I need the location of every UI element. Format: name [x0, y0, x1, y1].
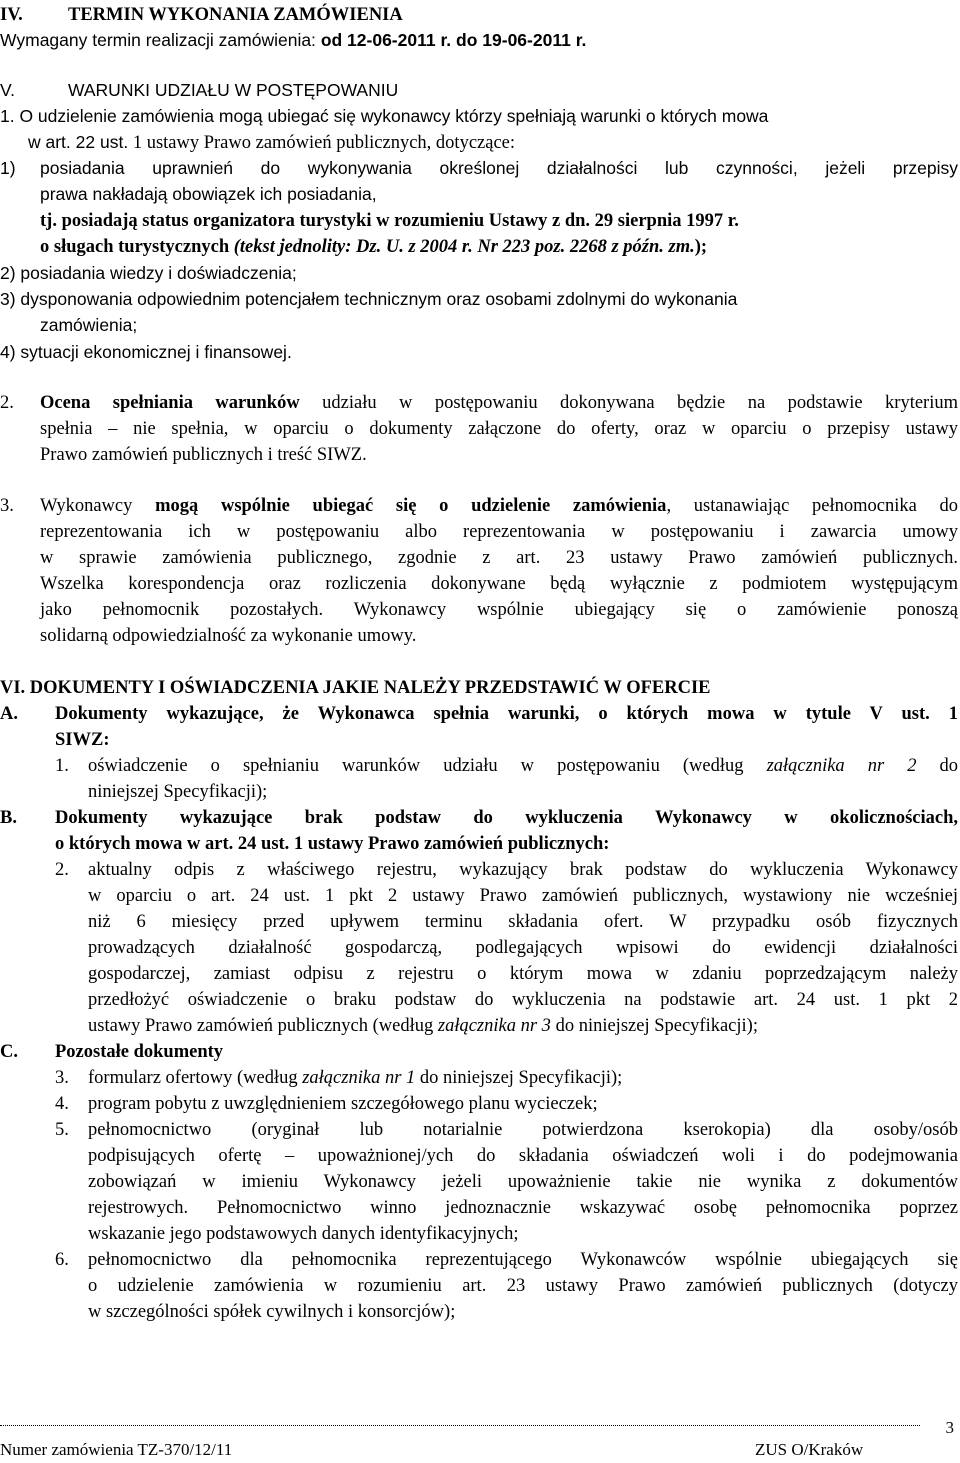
cond1-act-title: o sługach turystycznych [40, 237, 230, 257]
section-iv-number: IV. [0, 5, 23, 25]
v-p3-line-b: reprezentowania ich w postępowaniu albo reprezentowania w postępowaniu i zawarcia umowy [40, 522, 958, 542]
v-p1-line-a: 1. O udzielenie zamówienia mogą ubiegać się wykonawcy którzy spełniają warunki o których mowa [0, 106, 769, 126]
deadline-line [0, 27, 586, 53]
group-a-line-b: SIWZ: [55, 730, 110, 750]
item6-number: 6. [55, 1250, 69, 1270]
v-p1-line-b-end: 1 ustawy Prawo zamówień publicznych, dotyczące: [132, 133, 516, 153]
v-p3-number: 3. [0, 496, 14, 516]
item1-line-a [88, 753, 958, 779]
group-a-line-a: Dokumenty wykazujące, że Wykonawca spełnia warunki, o których mowa w tytule V ust. 1 [55, 704, 958, 724]
item5-line-e: wskazanie jego podstawowych danych identyfikacyjnych; [88, 1224, 519, 1244]
item2-line-g [88, 1013, 758, 1039]
v-p2-line-a [40, 390, 958, 416]
item2-line-a: aktualny odpis z właściwego rejestru, wykazujący brak podstaw do wykluczenia Wykonawcy [88, 860, 958, 880]
item2-line-e: gospodarczej, zamiast odpisu z rejestru o którym mowa w zdaniu poprzedzającym należy [88, 964, 958, 984]
item3-text: formularz ofertowy (według [88, 1068, 298, 1088]
v-p3-pre: Wykonawcy [40, 496, 133, 516]
cond4: 4) sytuacji ekonomicznej i finansowej. [0, 342, 292, 362]
v-p1-line-b [28, 129, 515, 156]
v-p3-line-d: Wszelka korespondencja oraz rozliczenia dokonywane będą wyłącznie z podmiotem występującym [40, 574, 958, 594]
item2-line-f: przedłożyć oświadczenie o braku podstaw do wykluczenia na podstawie art. 24 ust. 1 pkt 2 [88, 990, 958, 1010]
cond1-line-d [40, 234, 707, 260]
group-b-line-a: Dokumenty wykazujące brak podstaw do wykluczenia Wykonawcy w okolicznościach, [55, 808, 958, 828]
v-p3-bold: mogą wspólnie ubiegać się o udzielenie zamówienia [155, 496, 667, 516]
cond1-number: 1) [0, 158, 16, 178]
group-b-label: B. [0, 808, 17, 828]
footer-dotted-rule [0, 1425, 920, 1426]
section-iv-heading: TERMIN WYKONANIA ZAMÓWIENIA [68, 5, 403, 25]
item6-line-a: pełnomocnictwo dla pełnomocnika reprezentującego Wykonawców wspólnie ubiegających się [88, 1250, 958, 1270]
item2-number: 2. [55, 860, 69, 880]
item5-number: 5. [55, 1120, 69, 1140]
item4-number: 4. [55, 1094, 69, 1114]
v-p2-number: 2. [0, 393, 14, 413]
cond3-line-a: 3) dysponowania odpowiednim potencjałem technicznym oraz osobami zdolnymi do wykonania [0, 289, 738, 309]
item2-attachment: załącznika nr 3 [437, 1016, 551, 1036]
page-number: 3 [945, 1418, 954, 1437]
section-v-heading: WARUNKI UDZIAŁU W POSTĘPOWANIU [68, 80, 399, 100]
cond1-act-reference: (tekst jednolity: Dz. U. z 2004 r. Nr 223 poz. 2268 z późn. zm. [233, 237, 695, 257]
item4-line: program pobytu z uwzględnieniem szczegółowego planu wycieczek; [88, 1094, 598, 1114]
v-p2-line-c: Prawo zamówień publicznych i treść SIWZ. [40, 445, 367, 465]
v-p3-line-c: w sprawie zamówienia publicznego, zgodnie z art. 23 ustawy Prawo zamówień publicznych. [40, 548, 958, 568]
v-p3-line-a [40, 493, 958, 519]
v-p3-line-f: solidarną odpowiedzialność za wykonanie umowy. [40, 626, 417, 646]
cond1-line-b: prawa nakładają obowiązek ich posiadania, [40, 184, 377, 204]
v-p2-line-a-text: udziału w postępowaniu dokonywana będzie na podstawie kryterium [322, 393, 958, 413]
deadline-label: Wymagany termin realizacji zamówienia: [0, 30, 316, 50]
section-v-number: V. [0, 80, 15, 100]
cond2: 2) posiadania wiedzy i doświadczenia; [0, 263, 297, 283]
item3-number: 3. [55, 1068, 69, 1088]
item6-line-b: o udzielenie zamówienia w rozumieniu art. 23 ustawy Prawo zamówień publicznych (dotyczy [88, 1276, 958, 1296]
cond1-line-c: tj. posiadają status organizatora turystyki w rozumieniu Ustawy z dn. 29 sierpnia 1997 r. [40, 211, 739, 231]
cond1-act-end: ); [694, 237, 708, 257]
v-p3-line-e: jako pełnomocnik pozostałych. Wykonawcy wspólnie ubiegający się o zamówienie ponoszą [40, 600, 958, 620]
group-c-label: C. [0, 1042, 18, 1062]
item2-line-b: w oparciu o art. 24 ust. 1 pkt 2 ustawy Prawo zamówień publicznych, wystawiony nie wcześniej [88, 886, 958, 906]
footer-office: ZUS O/Kraków [755, 1440, 864, 1459]
item3-text-end: do niniejszej Specyfikacji); [419, 1068, 623, 1088]
item1-number: 1. [55, 756, 69, 776]
section-vi-heading: VI. DOKUMENTY I OŚWIADCZENIA JAKIE NALEŻY PRZEDSTAWIĆ W OFERCIE [0, 678, 711, 698]
item5-line-c: zobowiązań w imieniu Wykonawcy jeżeli upoważnienie takie nie wynika z dokumentów [88, 1172, 958, 1192]
item5-line-d: rejestrowych. Pełnomocnictwo winno jednoznacznie wskazywać osobę pełnomocnika poprzez [88, 1198, 958, 1218]
item1-text-end: do [939, 756, 958, 776]
item2-g-text-end: do niniejszej Specyfikacji); [555, 1016, 758, 1036]
v-p1-line-b-start: w art. 22 ust. [28, 132, 129, 152]
v-p3-line-a-text: , ustanawiając pełnomocnika do [666, 496, 959, 516]
v-p2-bold: Ocena spełniania warunków [40, 393, 300, 413]
group-b-line-b: o których mowa w art. 24 ust. 1 ustawy Prawo zamówień publicznych: [55, 834, 610, 854]
cond3-line-b: zamówienia; [40, 315, 138, 335]
item5-line-b: podpisujących ofertę – upoważnionej/ych do składania oświadczeń woli i do podejmowania [88, 1146, 958, 1166]
v-p2-line-b: spełnia – nie spełnia, w oparciu o dokumenty załączone do oferty, oraz w oparciu o przepisy ustawy [40, 419, 958, 439]
item6-line-c: w szczególności spółek cywilnych i konsorcjów); [88, 1302, 456, 1322]
item2-line-d: prowadzących działalność gospodarczą, podlegających wpisowi do ewidencji działalności [88, 938, 958, 958]
item3-line [88, 1065, 622, 1091]
footer-order-number: Numer zamówienia TZ-370/12/11 [0, 1440, 233, 1459]
item1-text: oświadczenie o spełnianiu warunków udziału w postępowaniu (według [88, 756, 744, 776]
item5-line-a: pełnomocnictwo (oryginał lub notarialnie potwierdzona kserokopia) dla osoby/osób [88, 1120, 958, 1140]
item3-attachment: załącznika nr 1 [302, 1068, 416, 1088]
item2-g-text: ustawy Prawo zamówień publicznych (według [88, 1016, 434, 1036]
deadline-dates: od 12-06-2011 r. do 19-06-2011 r. [320, 30, 587, 50]
cond1-line-a: posiadania uprawnień do wykonywania określonej działalności lub czynności, jeżeli przepisy [40, 158, 958, 178]
item1-line-b: niniejszej Specyfikacji); [88, 782, 268, 802]
group-a-label: A. [0, 704, 18, 724]
group-c-title: Pozostałe dokumenty [55, 1042, 224, 1062]
item1-attachment: załącznika nr 2 [766, 756, 917, 776]
item2-line-c: niż 6 miesięcy przed upływem terminu składania ofert. W przypadku osób fizycznych [88, 912, 958, 932]
